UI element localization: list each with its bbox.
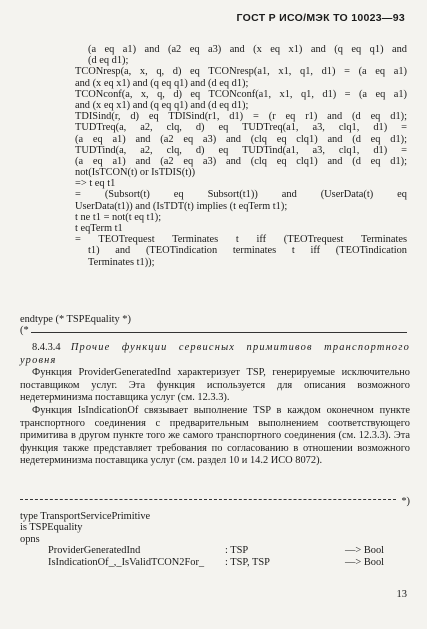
separator-rule (31, 332, 407, 333)
spec-line: (d eq d1); (88, 55, 129, 67)
spec-line: TUDTind(a, a2, clq, d) eq TUDTind(a1, a3, clq1, d1) = (75, 144, 407, 156)
lotos-spec-block (75, 44, 407, 268)
spec-line: UserData(t1)) and (IsTDT(t) implies (t eqTerm t1); (75, 200, 288, 212)
operation-type: : TSP, TSP (225, 556, 270, 568)
operation-name: ProviderGeneratedInd (48, 544, 141, 556)
spec-line: TCONresp(a, x, q, d) eq TCONresp(a1, x1, q1, d1) = (a eq a1) (75, 66, 407, 78)
operation-result: —> Bool (345, 544, 385, 556)
type-line: type TransportServicePrimitive (20, 511, 151, 522)
section-title: Прочие функции сервисных примитивов транспортного уровня (20, 342, 410, 366)
section-paragraph: Функция ProviderGeneratedInd характеризует TSP, генерируемые исключительно поставщиком услуг. Эта функция используется для описания возможного недетерминизма поставщика услуг (см. 12.3.3). (20, 367, 410, 404)
operation-row (20, 545, 410, 557)
section-8-4-3-4 (20, 342, 410, 468)
spec-line: and (x eq x1) and (q eq q1) and (d eq d1); (75, 77, 249, 89)
operation-result: —> Bool (345, 556, 385, 568)
comment-separator-end (20, 494, 410, 508)
operation-type: : TSP (225, 544, 249, 556)
spec-line: (a eq a1) and (a2 eq a3) and (x eq x1) and (q eq q1) and (88, 44, 407, 55)
operation-row (20, 557, 410, 569)
section-number: 8.4.3.4 (32, 342, 61, 353)
separator-rule (20, 499, 396, 500)
type-declaration (20, 511, 410, 569)
spec-line: TDISind(r, d) eq TDISind(r1, d1) = (r eq r1) and (d eq d1); (75, 111, 407, 123)
spec-line: Terminates t1)); (88, 256, 155, 268)
spec-line: TCONconf(a, x, q, d) eq TCONconf(a1, x1, q1, d1) = (a eq a1) (75, 88, 407, 100)
spec-line: => t eq t1 (75, 178, 116, 190)
spec-line: not(IsTCON(t) or IsTDIS(t)) (75, 167, 196, 179)
spec-line: = TEOTrequest Terminates t iff (TEOTrequest Terminates (75, 234, 407, 246)
operation-name: IsIndicationOf_,_IsValidTCON2For_ (48, 556, 205, 568)
endtype-line: endtype (* TSPEquality *) (20, 314, 131, 325)
spec-line: t1) and (TEOTindication terminates t iff (TEOTindication (88, 245, 407, 257)
spec-line: (a eq a1) and (a2 eq a3) and (clq eq clq1) and (d eq d1); (75, 133, 407, 145)
spec-line: t eqTerm t1 (75, 223, 123, 234)
page-header: ГОСТ Р ИСО/МЭК ТО 10023—93 (236, 12, 405, 24)
section-paragraph: Функция IsIndicationOf связывает выполнение TSP в каждом оконечном пункте транспортного соединения с предварительным выполнением соответствующего примитива в другом пункте того же самого транспортного соединения (см. 12.3.3). Эта функция также представляет требования по согласованию в отношении возможного недетерминизма поставщика услуг (см. раздел 10 и 14.2 ИСО 8072). (20, 404, 410, 467)
is-line: is TSPEquality (20, 522, 83, 534)
comment-open: (* (20, 325, 29, 337)
spec-line: TUDTreq(a, a2, clq, d) eq TUDTreq(a1, a3, clq1, d1) = (75, 122, 407, 134)
page-number: 13 (396, 589, 407, 600)
spec-line: and (x eq x1) and (q eq q1) and (d eq d1); (75, 99, 249, 111)
endtype-block (20, 314, 410, 336)
spec-line: (a eq a1) and (a2 eq a3) and (clq eq clq1) and (d eq d1); (75, 155, 407, 167)
opns-line: opns (20, 533, 40, 545)
spec-line: = (Subsort(t) eq Subsort(t1)) and (UserData(t) eq (75, 189, 407, 201)
comment-separator-start (20, 325, 410, 336)
spec-line: t ne t1 = not(t eq t1); (75, 211, 162, 223)
section-heading (20, 342, 410, 367)
comment-close: *) (401, 496, 410, 507)
